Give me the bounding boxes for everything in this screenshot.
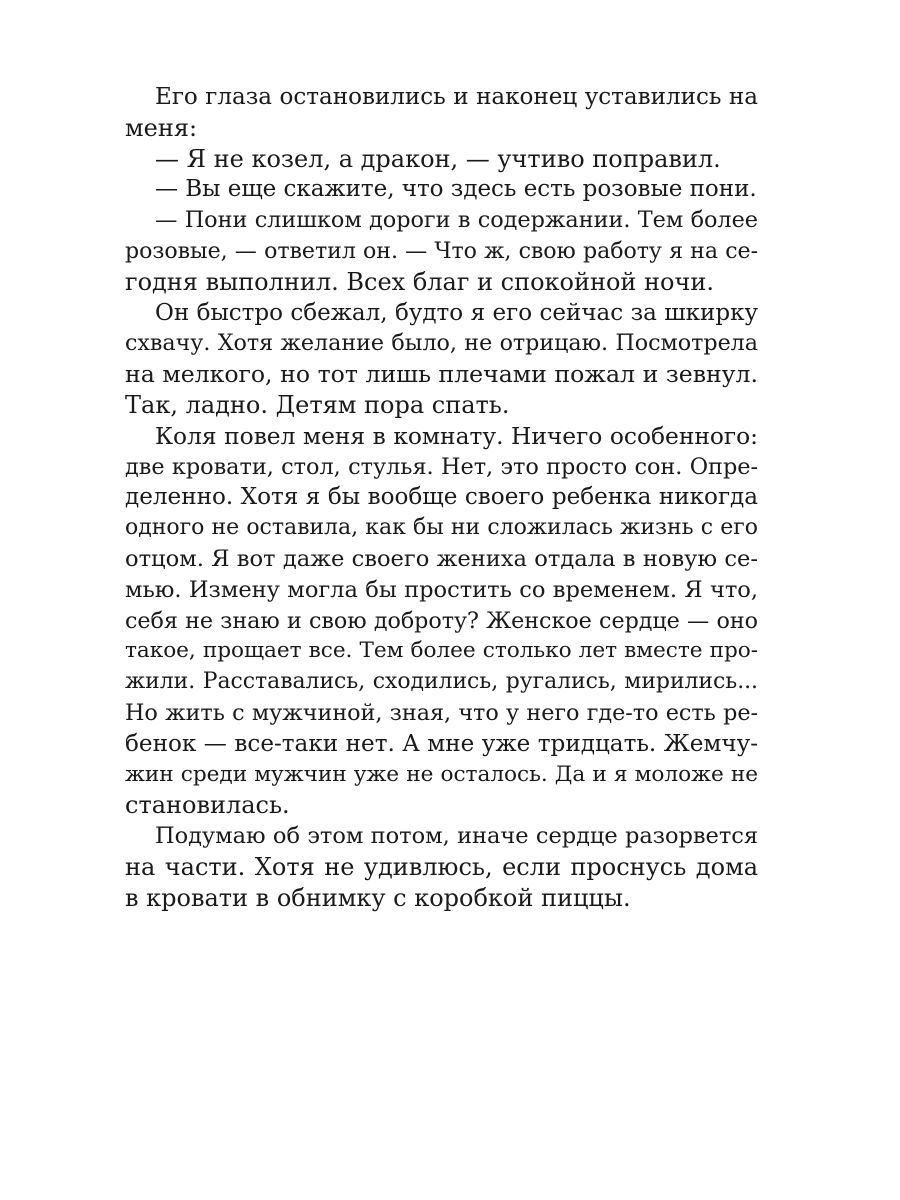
text-line: на части. Хотя не удивлюсь, если проснусь дома <box>125 852 758 881</box>
text-line: Он быстро сбежал, будто я его сейчас за шкирку <box>155 299 758 326</box>
text-line: меня: <box>125 113 198 142</box>
paragraph <box>125 421 758 821</box>
text-line: становилась. <box>125 791 290 820</box>
text-line: Но жить с мужчиной, зная, что у него где-то есть ре- <box>125 699 758 726</box>
text-line: две кровати, стол, стулья. Нет, это просто сон. Опре- <box>125 453 758 480</box>
text-line: розовые, — ответил он. — Что ж, свою работу я на се- <box>125 237 758 264</box>
text-line: жили. Расставались, сходились, ругались, мирились... <box>125 669 758 695</box>
text-line: себя не знаю и свою доброту? Женское сердце — оно <box>125 607 758 634</box>
text-line: одного не оставила, как бы ни сложилась жизнь с его <box>125 515 758 541</box>
paragraph <box>125 205 758 297</box>
text-line: — Я не козел, а дракон, — учтиво поправил. <box>155 144 721 173</box>
text-line: отцом. Я вот даже своего жениха отдала в новую се- <box>125 545 758 572</box>
paragraph <box>125 144 758 175</box>
text-line: Его глаза остановились и наконец уставились на <box>155 84 758 110</box>
text-line: Коля повел меня в комнату. Ничего особенного: <box>155 421 758 450</box>
text-line: бенок — все-таки нет. А мне уже тридцать. Жемчу- <box>125 730 758 757</box>
text-line: на мелкого, но тот лишь плечами пожал и зевнул. <box>125 360 758 389</box>
text-line: схвачу. Хотя желание было, не отрицаю. Посмотрела <box>125 330 758 357</box>
text-line: Так, ладно. Детям пора спать. <box>125 390 510 419</box>
paragraph <box>125 298 758 421</box>
text-line: — Вы еще скажите, что здесь есть розовые пони. <box>155 176 757 203</box>
text-line: годня выполнил. Всех благ и спокойной ночи. <box>125 267 714 296</box>
text-line: — Пони слишком дороги в содержании. Тем более <box>155 207 758 234</box>
text-line: жин среди мужчин уже не осталось. Да и я моложе не <box>125 761 758 787</box>
paragraph <box>125 174 758 205</box>
paragraph <box>125 821 758 913</box>
page-text <box>125 82 758 914</box>
text-line: мью. Измену могла бы простить со временем. Я что, <box>125 576 758 603</box>
text-line: Подумаю об этом потом, иначе сердце разорвется <box>155 823 758 850</box>
text-line: такое, прощает все. Тем более столько лет вместе про- <box>125 638 758 664</box>
text-line: деленно. Хотя я бы вообще своего ребенка никогда <box>125 484 758 511</box>
text-line: в кровати в обнимку с коробкой пиццы. <box>125 883 631 912</box>
paragraph <box>125 82 758 144</box>
